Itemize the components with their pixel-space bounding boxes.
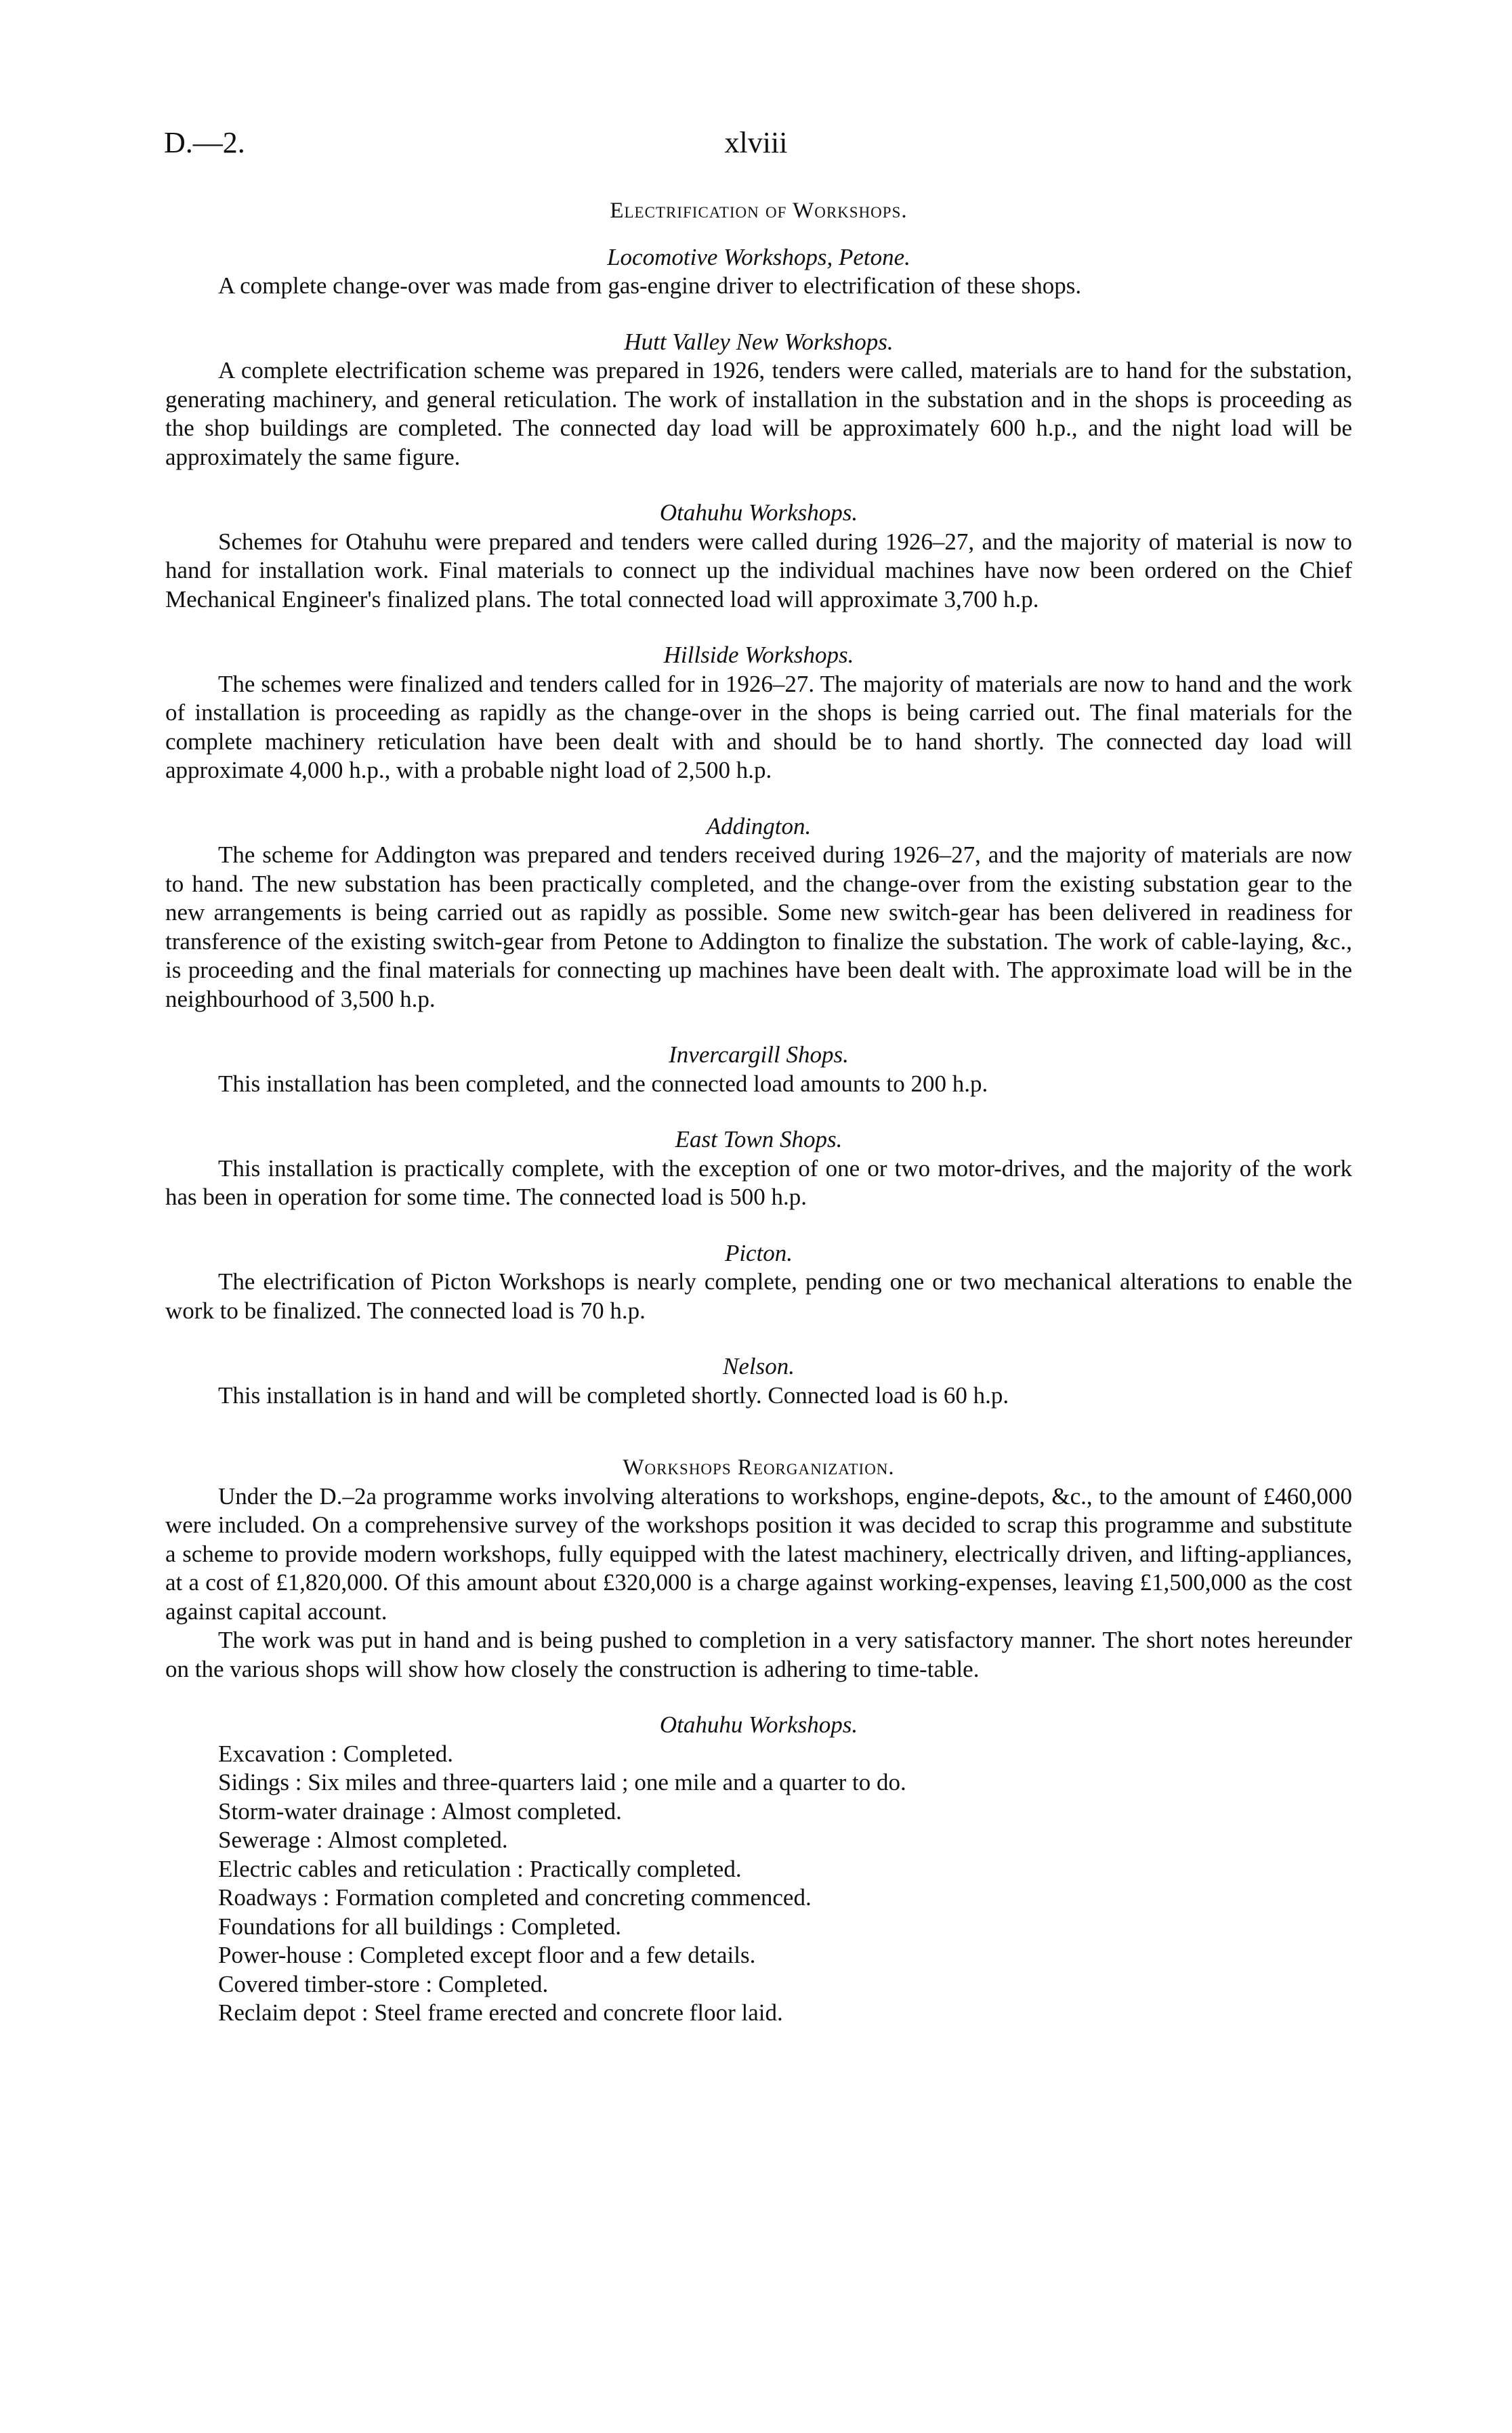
list-item: Reclaim depot : Steel frame erected and concrete floor laid. xyxy=(218,1999,783,2026)
section-title-electrification: Electrification of Workshops. xyxy=(610,199,908,223)
list-item: Electric cables and reticulation : Practically completed. xyxy=(218,1855,742,1882)
subsection-heading-invercargill: Invercargill Shops. xyxy=(669,1041,849,1068)
otahuhu-progress-list xyxy=(165,1740,1352,2028)
subsection-heading-picton: Picton. xyxy=(724,1239,793,1266)
paragraph-addington: The scheme for Addington was prepared and tenders received during 1926–27, and the majority of materials are now to hand. The new substation has been practically completed, and the change-over from the existing substation gear to the new arrangements is being carried out as rapidly as possible. Some new switch-gear has been delivered in readiness for transference of the existing switch-gear from Petone to Addington to finalize the substation. The work of cable-laying, &c., is proceeding and the final materials for connecting up machines have been dealt with. The approximate load will be in the neighbourhood of 3,500 h.p. xyxy=(165,841,1352,1012)
subsection-heading-hutt-valley: Hutt Valley New Workshops. xyxy=(624,328,894,355)
paragraph-hillside: The schemes were finalized and tenders called for in 1926–27. The majority of materials are now to hand and the work of installation is proceeding as rapidly as the change-over in the shops is being carried out. The final materials for the complete machinery reticulation have been dealt with and should be to hand shortly. The connected day load will approximate 4,000 h.p., with a probable night load of 2,500 h.p. xyxy=(165,670,1352,783)
subsection-heading-otahuhu-reorg: Otahuhu Workshops. xyxy=(659,1711,858,1738)
page-number: xlviii xyxy=(724,126,788,159)
paragraph-invercargill: This installation has been completed, and the connected load amounts to 200 h.p. xyxy=(218,1070,988,1097)
paragraph-hutt-valley: A complete electrification scheme was prepared in 1926, tenders were called, materials are to hand for the substation, generating machinery, and general reticulation. The work of installation in the substation and in the shops is proceeding as the shop buildings are completed. The connected day load will be approximately 600 h.p., and the night load will be approximately the same figure. xyxy=(165,357,1352,470)
subsection-heading-petone: Locomotive Workshops, Petone. xyxy=(607,243,910,270)
list-item: Foundations for all buildings : Completed. xyxy=(218,1913,621,1940)
list-item: Covered timber-store : Completed. xyxy=(218,1970,549,1997)
subsection-heading-east-town: East Town Shops. xyxy=(675,1126,843,1152)
paragraph-nelson: This installation is in hand and will be completed shortly. Connected load is 60 h.p. xyxy=(218,1381,1009,1409)
page-body xyxy=(165,196,1352,2028)
list-item: Sewerage : Almost completed. xyxy=(218,1827,508,1853)
list-item: Roadways : Formation completed and concreting commenced. xyxy=(218,1884,812,1911)
paragraph-east-town: This installation is practically complete, with the exception of one or two motor-drives, and the majority of the work has been in operation for some time. The connected load is 500 h.p. xyxy=(165,1155,1352,1210)
list-item: Sidings : Six miles and three-quarters laid ; one mile and a quarter to do. xyxy=(218,1769,906,1795)
subsection-heading-addington: Addington. xyxy=(706,812,812,839)
paragraph-reorganization-2: The work was put in hand and is being pushed to completion in a very satisfactory manner. The short notes hereunder on the various shops will show how closely the construction is adhering to time-table. xyxy=(165,1627,1352,1682)
paragraph-otahuhu: Schemes for Otahuhu were prepared and tenders were called during 1926–27, and the majority of material is now to hand for installation work. Final materials to connect up the individual machines have now been ordered on the Chief Mechanical Engineer's finalized plans. The total connected load will approximate 3,700 h.p. xyxy=(165,528,1352,612)
paragraph-picton: The electrification of Picton Workshops is nearly complete, pending one or two mechanical alterations to enable the work to be finalized. The connected load is 70 h.p. xyxy=(165,1268,1352,1324)
subsection-heading-hillside: Hillside Workshops. xyxy=(663,642,854,668)
subsection-heading-otahuhu: Otahuhu Workshops. xyxy=(659,499,858,526)
list-item: Power-house : Completed except floor and a few details. xyxy=(218,1942,756,1968)
list-item: Excavation : Completed. xyxy=(218,1740,453,1767)
subsection-heading-nelson: Nelson. xyxy=(723,1353,795,1379)
paragraph-petone: A complete change-over was made from gas-engine driver to electrification of these shops. xyxy=(218,272,1082,299)
section-title-reorganization: Workshops Reorganization. xyxy=(623,1455,895,1480)
paragraph-reorganization-1: Under the D.–2a programme works involving alterations to workshops, engine-depots, &c., to the amount of £460,000 were included. On a comprehensive survey of the workshops position it was decided to scrap this programme and substitute a scheme to provide modern workshops, fully equipped with the latest machinery, electrically driven, and lifting-appliances, at a cost of £1,820,000. Of this amount about £320,000 is a charge against working-expenses, leaving £1,500,000 as the cost against capital account. xyxy=(165,1482,1352,1625)
document-code: D.—2. xyxy=(164,126,245,159)
list-item: Storm-water drainage : Almost completed. xyxy=(218,1797,622,1825)
